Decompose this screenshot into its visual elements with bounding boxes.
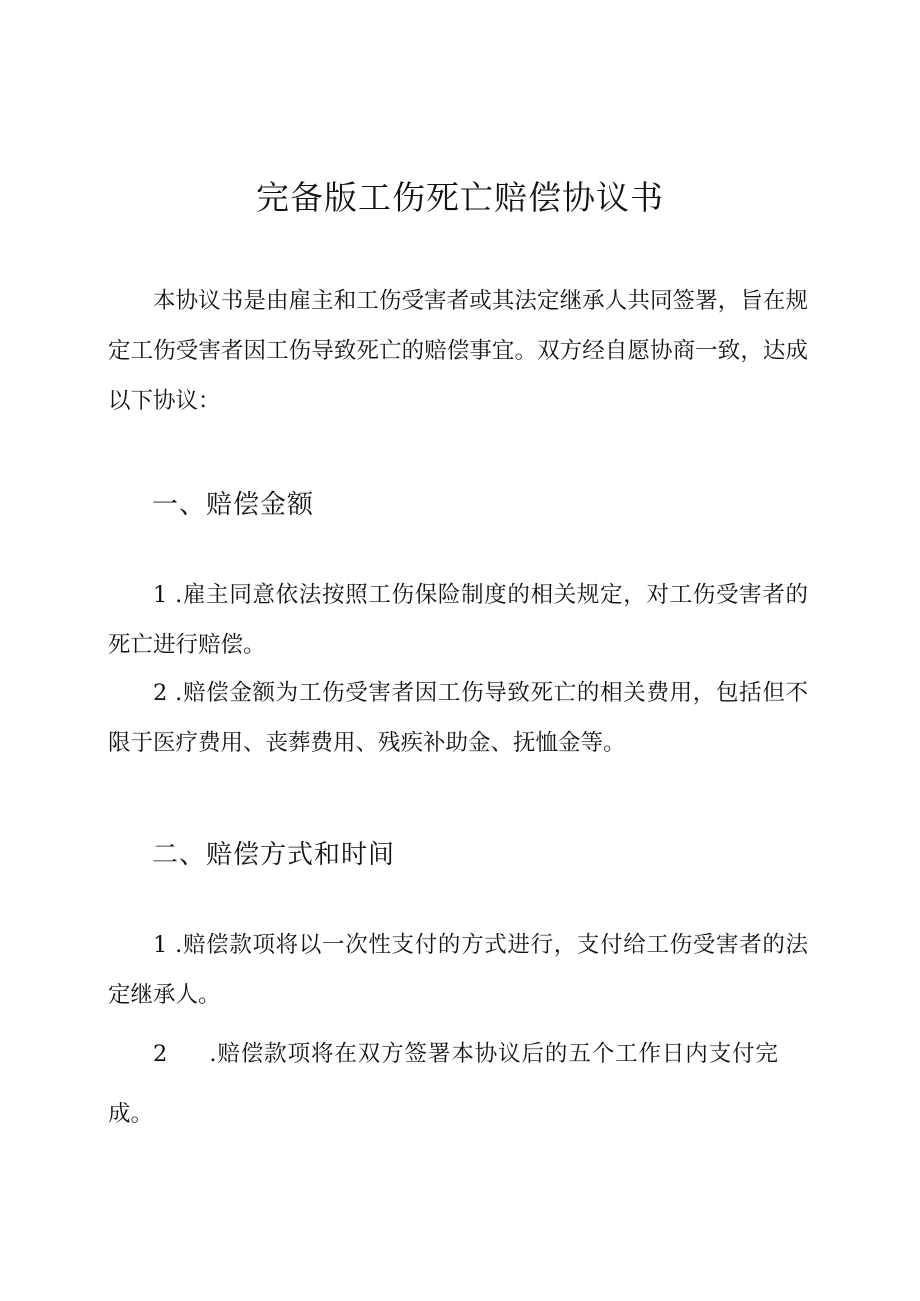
section-1-item-2 — [108, 668, 808, 768]
item-number: 1 — [153, 932, 168, 958]
item-number: 2 — [153, 680, 168, 706]
section-2-item-2 — [108, 1024, 778, 1144]
section-1-item-1 — [108, 570, 808, 670]
section-heading-compensation-amount: 一、赔偿金额 — [152, 490, 315, 520]
section-2-item-1 — [108, 920, 808, 1020]
item-text: .赔偿款项将以一次性支付的方式进行，支付给工伤受害者的法定继承人。 — [108, 932, 808, 1008]
intro-paragraph: 本协议书是由雇主和工伤受害者或其法定继承人共同签署，旨在规定工伤受害者因工伤导致死亡的赔偿事宜。双方经自愿协商一致，达成以下协议： — [108, 288, 808, 414]
item-text: .赔偿金额为工伤受害者因工伤导致死亡的相关费用，包括但不限于医疗费用、丧葬费用、残疾补助金、抚恤金等。 — [108, 680, 808, 756]
item-text: .赔偿款项将在双方签署本协议后的五个工作日内支付完成。 — [108, 1041, 778, 1127]
item-number: 2 — [153, 1041, 168, 1067]
document-title: 完备版工伤死亡赔偿协议书 — [256, 178, 664, 217]
item-text: .雇主同意依法按照工伤保险制度的相关规定，对工伤受害者的死亡进行赔偿。 — [108, 582, 808, 658]
item-number: 1 — [153, 582, 168, 608]
section-heading-compensation-method-time: 二、赔偿方式和时间 — [152, 840, 396, 870]
